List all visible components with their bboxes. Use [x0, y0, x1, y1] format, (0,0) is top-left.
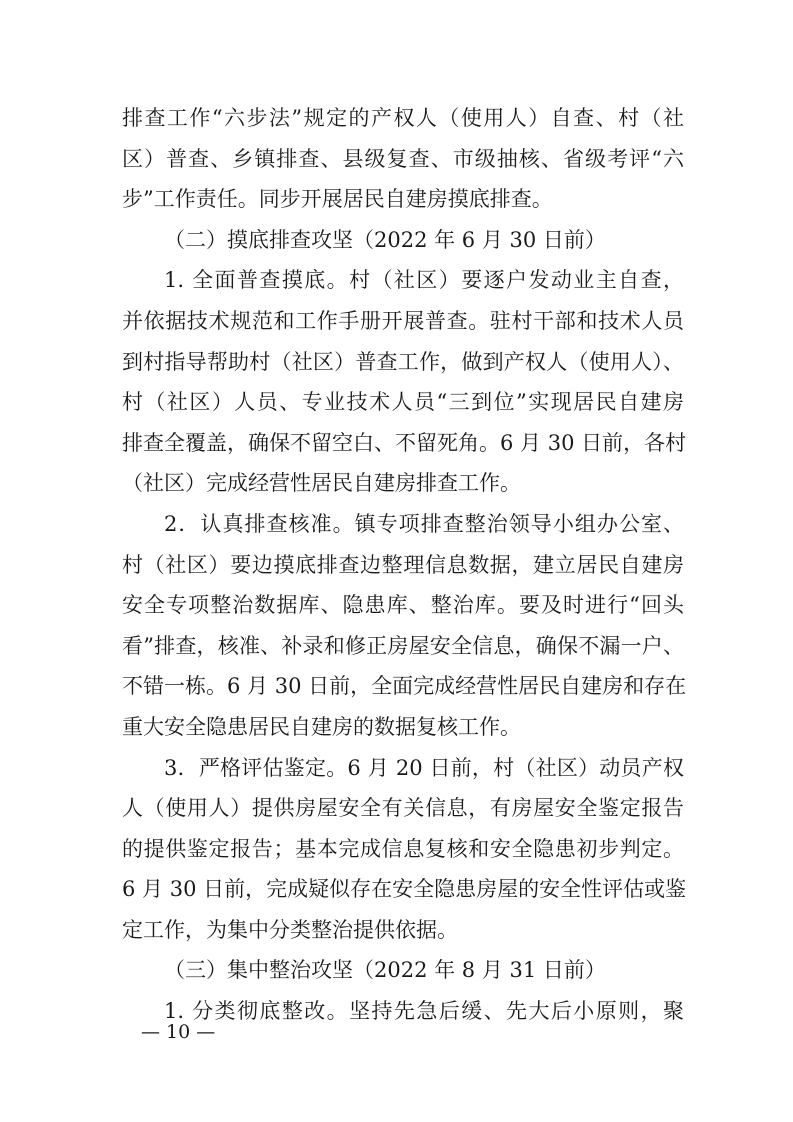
page-number: — 10 —	[141, 1021, 216, 1043]
paragraph-item-1	[122, 260, 687, 504]
text-line: 定工作，为集中分类整治提供依据。	[122, 917, 458, 942]
text-line: 并依据技术规范和工作手册开展普查。驻村干部和技术人员	[122, 308, 684, 333]
text-line: 重大安全隐患居民自建房的数据复核工作。	[122, 714, 521, 739]
document-body	[122, 98, 687, 1032]
text-line: 排查全覆盖，确保不留空白、不留死角。6 月 30 日前，各村	[122, 430, 687, 455]
text-line: 1. 全面普查摸底。村（社区）要逐户发动业主自查，	[164, 268, 684, 293]
text-line: 村（社区）人员、专业技术人员“三到位”实现居民自建房	[122, 390, 684, 415]
text-line: 看”排查，核准、补录和修正房屋安全信息，确保不漏一户、	[122, 633, 684, 658]
text-line: 3．严格评估鉴定。6 月 20 日前，村（社区）动员产权	[164, 755, 684, 780]
text-line: 6 月 30 日前，完成疑似存在安全隐患房屋的安全性评估或鉴	[122, 877, 687, 902]
heading-line: （三）集中整治攻坚（2022 年 8 月 31 日前）	[164, 958, 606, 983]
text-line: 2．认真排查核准。镇专项排查整治领导小组办公室、	[164, 511, 684, 536]
text-line: 步”工作责任。同步开展居民自建房摸底排查。	[122, 187, 553, 212]
paragraph-item-3	[122, 748, 687, 951]
text-line: 区）普查、乡镇排查、县级复查、市级抽核、省级考评“六	[122, 146, 684, 171]
section-heading-survey	[122, 220, 684, 261]
text-line: 不错一栋。6 月 30 日前，全面完成经营性居民自建房和存在	[122, 674, 687, 699]
paragraph-intro	[122, 98, 684, 220]
heading-line: （二）摸底排查攻坚（2022 年 6 月 30 日前）	[164, 227, 606, 252]
text-line: 安全专项整治数据库、隐患库、整治库。要及时进行“回头	[122, 593, 684, 618]
text-line: 的提供鉴定报告；基本完成信息复核和安全隐患初步判定。	[122, 836, 684, 861]
text-line: （社区）完成经营性居民自建房排查工作。	[122, 471, 521, 496]
section-heading-rectification	[122, 950, 684, 991]
text-line: 村（社区）要边摸底排查边整理信息数据，建立居民自建房	[122, 552, 684, 577]
text-line: 1. 分类彻底整改。坚持先急后缓、先大后小原则，聚	[164, 999, 684, 1024]
text-line: 排查工作“六步法”规定的产权人（使用人）自查、村（社	[122, 106, 684, 130]
text-line: 到村指导帮助村（社区）普查工作，做到产权人（使用人）、	[122, 349, 684, 374]
text-line: 人（使用人）提供房屋安全有关信息，有房屋安全鉴定报告	[122, 796, 684, 821]
paragraph-item-2	[122, 504, 687, 748]
